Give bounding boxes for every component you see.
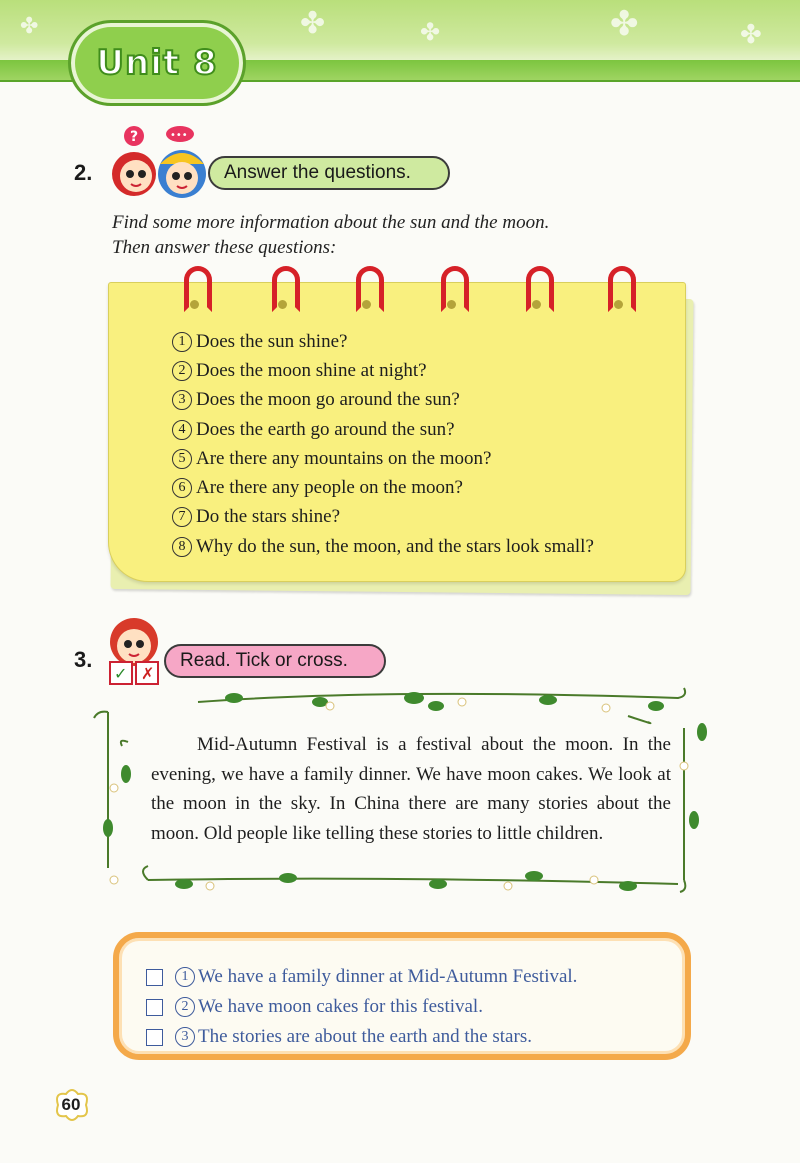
question-item	[172, 503, 594, 532]
question-number: 5	[172, 449, 192, 469]
section2-title: Answer the questions.	[208, 156, 450, 190]
statement-item	[146, 1022, 577, 1052]
binder-ring-icon	[441, 266, 469, 312]
reading-passage	[151, 730, 671, 848]
reading-kid-icon	[98, 614, 170, 688]
instruction-line: Then answer these questions:	[112, 237, 337, 258]
question-number: 4	[172, 420, 192, 440]
binder-ring-icon	[608, 266, 636, 312]
instruction-line: Find some more information about the sun and the moon.	[112, 212, 550, 233]
kids-characters-icon	[98, 124, 216, 200]
binder-ring-icon	[356, 266, 384, 312]
question-number: 2	[172, 361, 192, 381]
question-item	[172, 473, 594, 502]
statement-text: We have moon cakes for this festival.	[198, 996, 483, 1017]
statement-list	[146, 962, 577, 1052]
question-number: 7	[172, 507, 192, 527]
section3-title: Read. Tick or cross.	[164, 644, 386, 678]
question-number: 1	[172, 332, 192, 352]
question-text: Does the moon shine at night?	[196, 359, 427, 381]
question-list	[172, 327, 594, 561]
svg-text:?: ?	[130, 129, 139, 145]
question-item	[172, 386, 594, 415]
statement-item	[146, 962, 577, 992]
question-text: Are there any people on the moon?	[196, 477, 463, 499]
binder-ring-icon	[184, 266, 212, 312]
tick-checkbox[interactable]	[146, 999, 163, 1016]
question-text: Are there any mountains on the moon?	[196, 447, 492, 469]
section3-number: 3.	[74, 647, 93, 672]
question-number: 6	[172, 478, 192, 498]
question-item	[172, 327, 594, 356]
question-number: 8	[172, 537, 192, 557]
svg-text:✓: ✓	[114, 664, 128, 683]
clover-icon: ✤	[20, 14, 39, 39]
statement-number: 3	[175, 1027, 195, 1047]
binder-ring-icon	[526, 266, 554, 312]
question-item	[172, 444, 594, 473]
question-text: Does the sun shine?	[196, 330, 348, 352]
tick-checkbox[interactable]	[146, 969, 163, 986]
clover-icon: ✤	[610, 4, 639, 44]
statement-item	[146, 992, 577, 1022]
statement-text: The stories are about the earth and the stars.	[198, 1026, 532, 1047]
question-text: Does the moon go around the sun?	[196, 389, 460, 411]
statement-text: We have a family dinner at Mid-Autumn Festival.	[198, 966, 578, 987]
svg-text:✗: ✗	[141, 664, 155, 683]
question-item	[172, 532, 594, 561]
section2-instructions	[112, 210, 549, 260]
question-number: 3	[172, 390, 192, 410]
tick-checkbox[interactable]	[146, 1029, 163, 1046]
question-text: Does the earth go around the sun?	[196, 418, 455, 440]
question-item	[172, 356, 594, 385]
clover-icon: ✤	[740, 20, 762, 50]
statement-number: 1	[175, 967, 195, 987]
question-text: Do the stars shine?	[196, 506, 341, 528]
svg-text:•••: •••	[170, 130, 188, 141]
unit-label: Unit 8	[96, 43, 218, 83]
question-item	[172, 415, 594, 444]
section2-number: 2.	[74, 160, 93, 185]
passage-text: Mid-Autumn Festival is a festival about the moon. In the evening, we have a family dinner. We have moon cakes. We look at the moon in the sky. In China there are many stories about the moon. Old people like telling these stories to little children.	[151, 734, 671, 844]
question-text: Why do the sun, the moon, and the stars look small?	[196, 535, 594, 557]
clover-icon: ✤	[420, 18, 441, 46]
unit-badge	[68, 20, 246, 106]
statement-number: 2	[175, 997, 195, 1017]
clover-icon: ✤	[300, 6, 326, 41]
page-number: 60	[61, 1095, 81, 1114]
binder-ring-icon	[272, 266, 300, 312]
